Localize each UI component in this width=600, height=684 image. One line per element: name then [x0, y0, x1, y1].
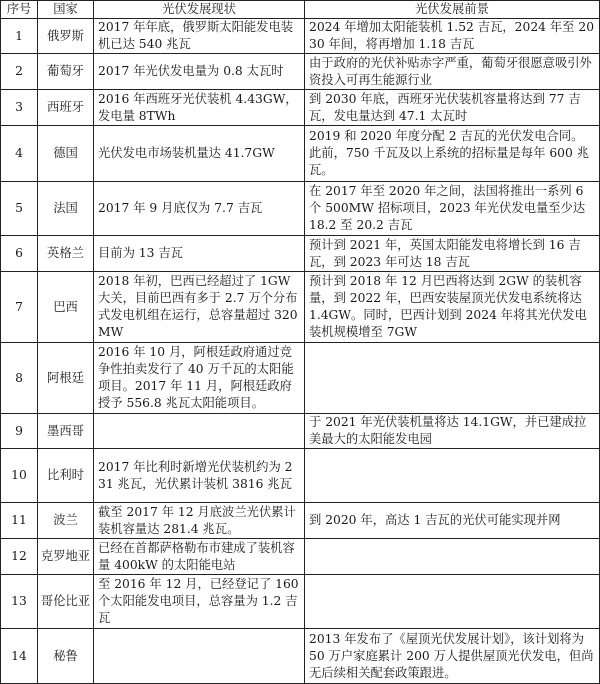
- row-number: 1: [1, 19, 38, 54]
- outlook-cell: 到 2020 年，高达 1 吉瓦的光伏可能实现并网: [305, 503, 600, 539]
- table-row: [1, 539, 600, 575]
- row-number: 4: [1, 126, 38, 182]
- status-cell: 2017 年比利时新增光伏装机约为 231 兆瓦，光伏累计装机 3816 兆瓦: [94, 449, 305, 503]
- header-row: [1, 1, 600, 19]
- row-number: 13: [1, 575, 38, 629]
- table-row: [1, 19, 600, 54]
- outlook-cell: [305, 575, 600, 629]
- status-cell: 2017 年 9 月底仅为 7.7 吉瓦: [94, 182, 305, 236]
- country-cell: 克罗地亚: [38, 539, 94, 575]
- status-cell: 2016 年西班牙光伏装机 4.43GW，发电量 8TWh: [94, 90, 305, 126]
- row-number: 14: [1, 629, 38, 684]
- table-row: [1, 182, 600, 236]
- outlook-cell: 在 2017 年至 2020 年之间，法国将推出一系列 6 个 500MW 招标项目，2023 年光伏发电量至少达 18.2 至 20.2 吉瓦: [305, 182, 600, 236]
- outlook-cell: 2024 年增加太阳能装机 1.52 吉瓦，2024 年至 2030 年间，将再增加 1.18 吉瓦: [305, 19, 600, 54]
- status-cell: 已经在首都萨格勒布市建成了装机容量 400kW 的太阳能电站: [94, 539, 305, 575]
- status-cell: 至 2016 年 12 月，已经登记了 160 个太阳能发电项目，总容量为 1.2 吉瓦: [94, 575, 305, 629]
- country-cell: 阿根廷: [38, 343, 94, 414]
- row-number: 7: [1, 272, 38, 343]
- country-cell: 德国: [38, 126, 94, 182]
- table-row: [1, 272, 600, 343]
- country-cell: 巴西: [38, 272, 94, 343]
- outlook-cell: [305, 449, 600, 503]
- row-number: 12: [1, 539, 38, 575]
- status-cell: 光伏发电市场装机量达 41.7GW: [94, 126, 305, 182]
- row-number: 2: [1, 54, 38, 90]
- country-cell: 墨西哥: [38, 414, 94, 449]
- table-row: [1, 449, 600, 503]
- country-cell: 哥伦比亚: [38, 575, 94, 629]
- outlook-cell: 到 2030 年底，西班牙光伏装机容量将达到 77 吉瓦，发电量达到 47.1 太瓦时: [305, 90, 600, 126]
- row-number: 10: [1, 449, 38, 503]
- row-number: 11: [1, 503, 38, 539]
- status-cell: 2017 年年底，俄罗斯太阳能发电装机已达 540 兆瓦: [94, 19, 305, 54]
- status-cell: 2016 年 10 月，阿根廷政府通过竞争性拍卖发行了 40 万千瓦的太阳能项目。2017 年 11 月，阿根廷政府授予 556.8 兆瓦太阳能项目。: [94, 343, 305, 414]
- table-row: [1, 629, 600, 684]
- header-no: 序号: [1, 1, 38, 19]
- table-row: [1, 126, 600, 182]
- country-cell: 波兰: [38, 503, 94, 539]
- country-cell: 秘鲁: [38, 629, 94, 684]
- outlook-cell: [305, 343, 600, 414]
- country-cell: 俄罗斯: [38, 19, 94, 54]
- row-number: 9: [1, 414, 38, 449]
- header-status: 光伏发展现状: [94, 1, 305, 19]
- table-body: [1, 19, 600, 684]
- table-row: [1, 503, 600, 539]
- outlook-cell: 由于政府的光伏补贴赤字严重，葡萄牙很愿意吸引外资投入可再生能源行业: [305, 54, 600, 90]
- status-cell: 截至 2017 年 12 月底波兰光伏累计装机容量达 281.4 兆瓦。: [94, 503, 305, 539]
- table-row: [1, 414, 600, 449]
- row-number: 3: [1, 90, 38, 126]
- country-cell: 比利时: [38, 449, 94, 503]
- outlook-cell: 2019 和 2020 年度分配 2 吉瓦的光伏发电合同。此前，750 千瓦及以上系统的招标量是每年 600 兆瓦。: [305, 126, 600, 182]
- country-cell: 英格兰: [38, 236, 94, 272]
- row-number: 6: [1, 236, 38, 272]
- header-country: 国家: [38, 1, 94, 19]
- outlook-cell: 于 2021 年光伏装机量将达 14.1GW，并已建成拉美最大的太阳能发电园: [305, 414, 600, 449]
- country-cell: 葡萄牙: [38, 54, 94, 90]
- status-cell: 2017 年光伏发电量为 0.8 太瓦时: [94, 54, 305, 90]
- table-row: [1, 54, 600, 90]
- country-cell: 西班牙: [38, 90, 94, 126]
- status-cell: [94, 629, 305, 684]
- status-cell: [94, 414, 305, 449]
- header-outlook: 光伏发展前景: [305, 1, 600, 19]
- table-row: [1, 343, 600, 414]
- status-cell: 目前为 13 吉瓦: [94, 236, 305, 272]
- outlook-cell: 2013 年发布了《屋顶光伏发展计划》，该计划将为 50 万户家庭累计 200 万人提供屋顶光伏发电，但尚无后续相关配套政策跟进。: [305, 629, 600, 684]
- table-row: [1, 236, 600, 272]
- row-number: 5: [1, 182, 38, 236]
- outlook-cell: 预计到 2018 年 12 月巴西将达到 2GW 的装机容量，到 2022 年，巴西安装屋顶光伏发电系统将达 1.4GW。同时，巴西计划到 2024 年将其光伏发电装机规模增至 7GW: [305, 272, 600, 343]
- status-cell: 2018 年初，巴西已经超过了 1GW 大关，目前巴西有多于 2.7 万个分布式发电机组在运行，总容量超过 320MW: [94, 272, 305, 343]
- outlook-cell: [305, 539, 600, 575]
- row-number: 8: [1, 343, 38, 414]
- table-row: [1, 90, 600, 126]
- outlook-cell: 预计到 2021 年，英国太阳能发电将增长到 16 吉瓦，到 2023 年可达 18 吉瓦: [305, 236, 600, 272]
- country-cell: 法国: [38, 182, 94, 236]
- table-row: [1, 575, 600, 629]
